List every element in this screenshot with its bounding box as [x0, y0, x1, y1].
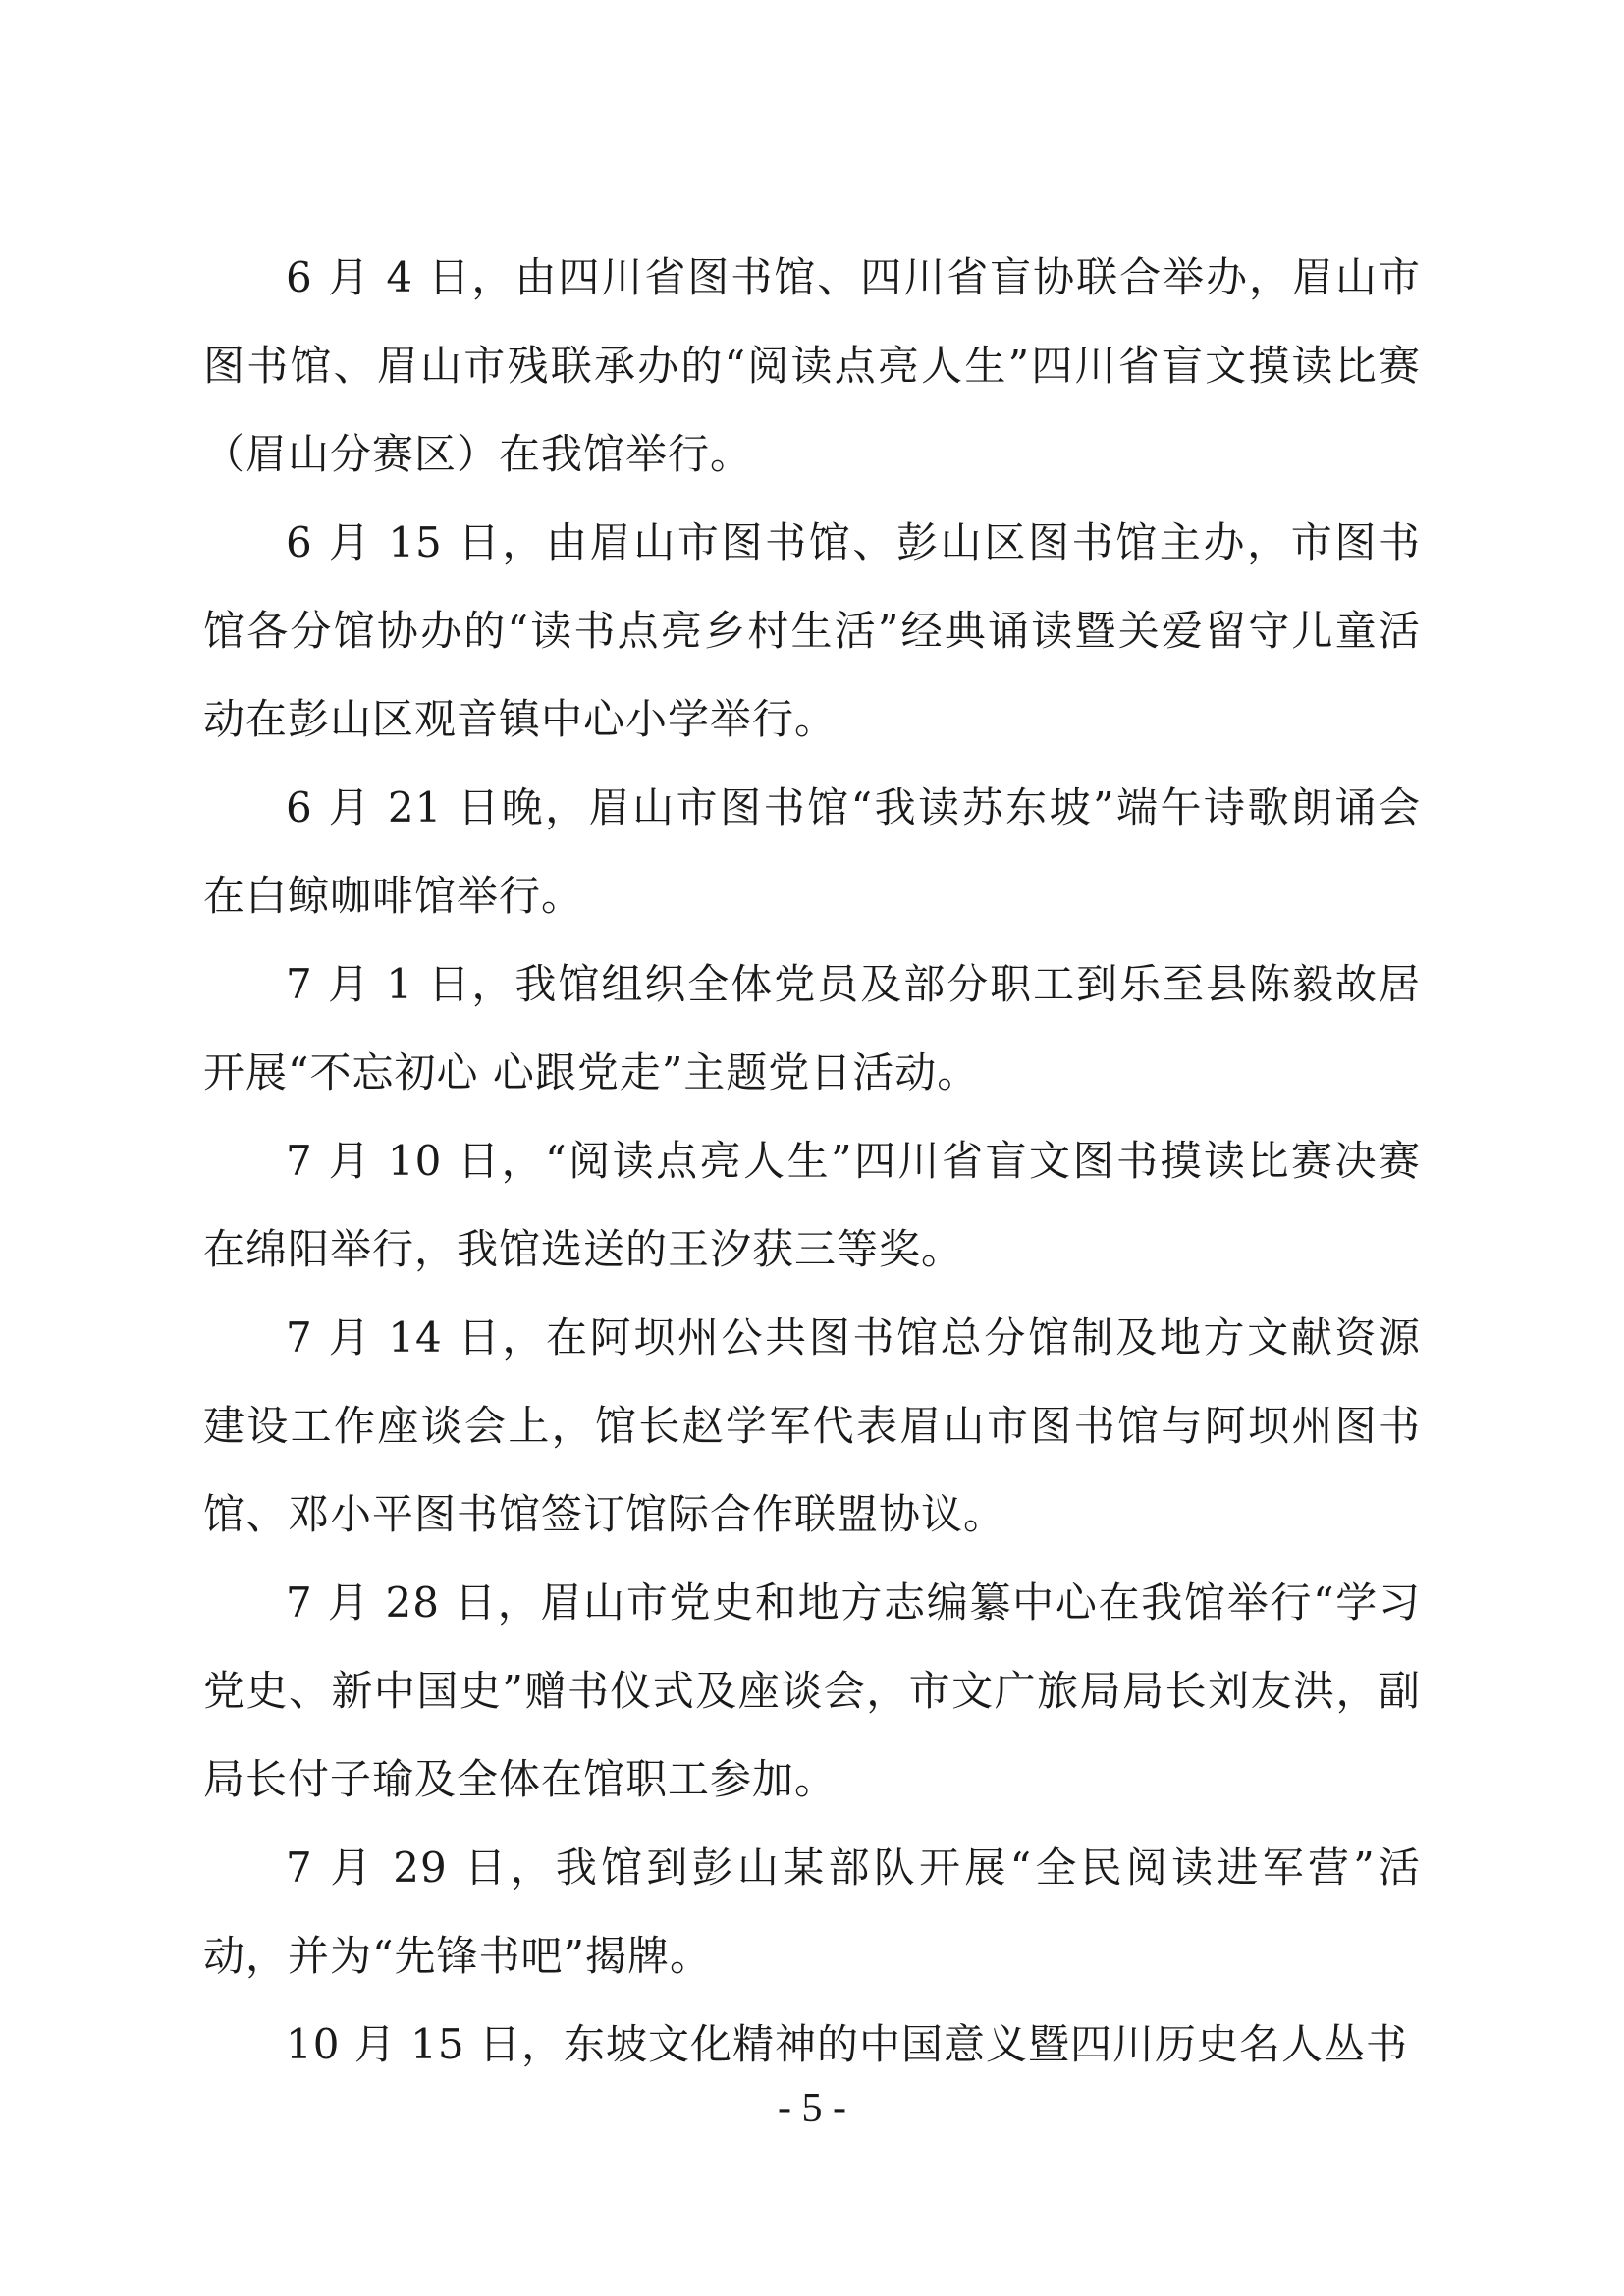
body-text [203, 234, 1421, 2089]
paragraph-july-1: 7 月 1 日，我馆组织全体党员及部分职工到乐至县陈毅故居开展“不忘初心 心跟党走”主题党日活动。 [203, 960, 1421, 1096]
paragraph-july-10: 7 月 10 日，“阅读点亮人生”四川省盲文图书摸读比赛决赛在绵阳举行，我馆选送的王汐获三等奖。 [203, 1137, 1421, 1273]
paragraph-july-28: 7 月 28 日，眉山市党史和地方志编纂中心在我馆举行“学习党史、新中国史”赠书仪式及座谈会，市文广旅局局长刘友洪，副局长付子瑜及全体在馆职工参加。 [203, 1578, 1421, 1803]
paragraph-june-15: 6 月 15 日，由眉山市图书馆、彭山区图书馆主办，市图书馆各分馆协办的“读书点亮乡村生活”经典诵读暨关爱留守儿童活动在彭山区观音镇中心小学举行。 [203, 518, 1421, 743]
paragraph-july-14: 7 月 14 日，在阿坝州公共图书馆总分馆制及地方文献资源建设工作座谈会上，馆长赵学军代表眉山市图书馆与阿坝州图书馆、邓小平图书馆签订馆际合作联盟协议。 [203, 1313, 1421, 1538]
paragraph-june-21: 6 月 21 日晚，眉山市图书馆“我读苏东坡”端午诗歌朗诵会在白鲸咖啡馆举行。 [203, 783, 1421, 920]
paragraph-june-4: 6 月 4 日，由四川省图书馆、四川省盲协联合举办，眉山市图书馆、眉山市残联承办的“阅读点亮人生”四川省盲文摸读比赛（眉山分赛区）在我馆举行。 [203, 253, 1421, 478]
page-number: - 5 - [778, 2086, 846, 2131]
paragraph-july-29: 7 月 29 日，我馆到彭山某部队开展“全民阅读进军营”活动，并为“先锋书吧”揭牌。 [203, 1843, 1421, 1980]
paragraph-october-15: 10 月 15 日，东坡文化精神的中国意义暨四川历史名人丛书 [286, 2020, 1408, 2068]
